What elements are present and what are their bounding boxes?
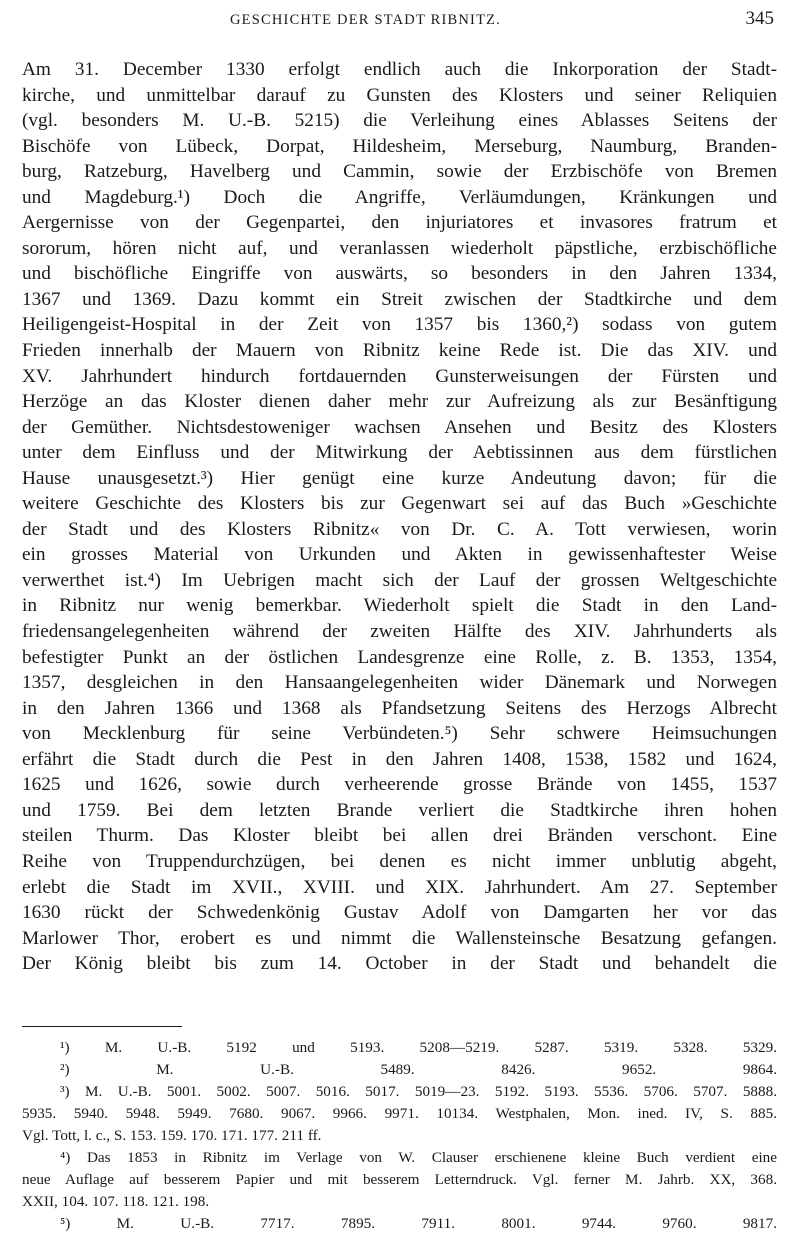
footnotes — [22, 1037, 777, 1235]
body-line: und Magdeburg.¹) Doch die Angriffe, Verläumdungen, Kränkungen und — [22, 186, 777, 208]
body-line: unter dem Einfluss und der Mitwirkung der Aebtissinnen aus dem fürstlichen — [22, 442, 777, 464]
body-line: Herzöge an das Kloster dienen daher mehr zur Aufreizung als zur Besänftigung — [22, 391, 777, 413]
body-line: 1625 und 1626, sowie durch verheerende grosse Brände von 1455, 1537 — [22, 774, 777, 796]
body-line: verwerthet ist.⁴) Im Uebrigen macht sich der Lauf der grossen Weltgeschichte — [22, 569, 777, 591]
body-line: befestigter Punkt an der östlichen Landesgrenze eine Rolle, z. B. 1353, 1354, — [22, 646, 777, 668]
body-line: 1630 rückt der Schwedenkönig Gustav Adolf von Damgarten her vor das — [22, 902, 777, 924]
body-line: 1367 und 1369. Dazu kommt ein Streit zwischen der Stadtkirche und dem — [22, 288, 777, 310]
body-line: friedensangelegenheiten während der zweiten Hälfte des XIV. Jahrhunderts als — [22, 621, 777, 643]
footnote-4: ⁴) Das 1853 in Ribnitz im Verlage von W. Clauser erschienene kleine Buch verdient eine — [60, 1149, 777, 1166]
body-line: Der König bleibt bis zum 14. October in der Stadt und behandelt die — [22, 953, 777, 975]
footnote-3: ³) M. U.-B. 5001. 5002. 5007. 5016. 5017. 5019—23. 5192. 5193. 5536. 5706. 5707. 5888. — [60, 1083, 777, 1100]
body-line — [22, 977, 777, 1003]
body-line: Reihe von Truppendurchzügen, bei denen es nicht immer unblutig abgeht, — [22, 850, 777, 872]
body-line: Hause unausgesetzt.³) Hier genügt eine kurze Andeutung davon; für die — [22, 467, 777, 489]
body-line: Marlower Thor, erobert es und nimmt die Wallensteinsche Besatzung gefangen. — [22, 927, 777, 949]
body-line: burg, Ratzeburg, Havelberg und Cammin, sowie der Erzbischöfe von Bremen — [22, 161, 777, 183]
body-line: Frieden innerhalb der Mauern von Ribnitz keine Rede ist. Die das XIV. und — [22, 340, 777, 362]
body-line: sororum, hören nicht auf, und veranlassen wiederholt päpstliche, erzbischöfliche — [22, 237, 777, 259]
body-line: Aergernisse von der Gegenpartei, den injuriatores et invasores fratrum et — [22, 212, 777, 234]
page-header — [22, 8, 782, 38]
body-line: erlebt die Stadt im XVII., XVIII. und XIX. Jahrhundert. Am 27. September — [22, 876, 777, 898]
body-line: von Mecklenburg für seine Verbündeten.⁵) Sehr schwere Heimsuchungen — [22, 723, 777, 745]
footnote-2: ²) M. U.-B. 5489. 8426. 9652. 9864. — [60, 1061, 777, 1078]
body-line: 1357, desgleichen in den Hansaangelegenheiten wider Dänemark und Norwegen — [22, 672, 777, 694]
footnote-4-continued: neue Auflage auf besserem Papier und mit besserem Letterndruck. Vgl. ferner M. Jahrb. XX, 368. — [22, 1171, 777, 1188]
body-line: und bischöfliche Eingriffe von auswärts, so besonders in den Jahren 1334, — [22, 263, 777, 285]
footnote-1: ¹) M. U.-B. 5192 und 5193. 5208—5219. 5287. 5319. 5328. 5329. — [60, 1039, 777, 1056]
body-line: kirche, und unmittelbar darauf zu Gunsten des Klosters und seiner Reliquien — [22, 84, 777, 106]
body-line: Heiligengeist-Hospital in der Zeit von 1357 bis 1360,²) sodass von gutem — [22, 314, 777, 336]
body-text — [22, 57, 777, 1002]
body-line: weitere Geschichte des Klosters bis zur Gegenwart sei auf das Buch »Geschichte — [22, 493, 777, 515]
page-number: 345 — [745, 8, 774, 29]
body-line: steilen Thurm. Das Kloster bleibt bei allen drei Bränden verschont. Eine — [22, 825, 777, 847]
body-line: (vgl. besonders M. U.-B. 5215) die Verleihung eines Ablasses Seitens der — [22, 110, 777, 132]
body-line: Am 31. December 1330 erfolgt endlich auch die Inkorporation der Stadt- — [22, 59, 777, 80]
footnote-4-continued: XXII, 104. 107. 118. 121. 198. — [22, 1193, 210, 1210]
body-line: in den Jahren 1366 und 1368 als Pfandsetzung Seitens des Herzogs Albrecht — [22, 697, 777, 719]
body-line: der Gemüther. Nichtsdestoweniger wachsen Ansehen und Besitz des Klosters — [22, 416, 777, 438]
body-line: erfährt die Stadt durch die Pest in den Jahren 1408, 1538, 1582 und 1624, — [22, 748, 777, 770]
footnote-5: ⁵) M. U.-B. 7717. 7895. 7911. 8001. 9744. 9760. 9817. — [60, 1215, 777, 1232]
footnote-3-continued: Vgl. Tott, l. c., S. 153. 159. 170. 171. 177. 211 ff. — [22, 1127, 322, 1144]
body-line: Bischöfe von Lübeck, Dorpat, Hildesheim, Merseburg, Naumburg, Branden- — [22, 135, 777, 157]
footnote-3-continued: 5935. 5940. 5948. 5949. 7680. 9067. 9966. 9971. 10134. Westphalen, Mon. ined. IV, S. 885. — [22, 1105, 777, 1122]
footnote-separator — [22, 1026, 182, 1027]
body-line: ein grosses Material von Urkunden und Akten in gewissenhaftester Weise — [22, 544, 777, 566]
body-line: der Stadt und des Klosters Ribnitz« von Dr. C. A. Tott verwiesen, worin — [22, 518, 777, 540]
body-line: und 1759. Bei dem letzten Brande verliert die Stadtkirche ihren hohen — [22, 799, 777, 821]
running-title: GESCHICHTE DER STADT RIBNITZ. — [230, 12, 502, 28]
body-line: in Ribnitz nur wenig bemerkbar. Wiederholt spielt die Stadt in den Land- — [22, 595, 777, 617]
body-line: XV. Jahrhundert hindurch fortdauernden Gunsterweisungen der Fürsten und — [22, 365, 777, 387]
